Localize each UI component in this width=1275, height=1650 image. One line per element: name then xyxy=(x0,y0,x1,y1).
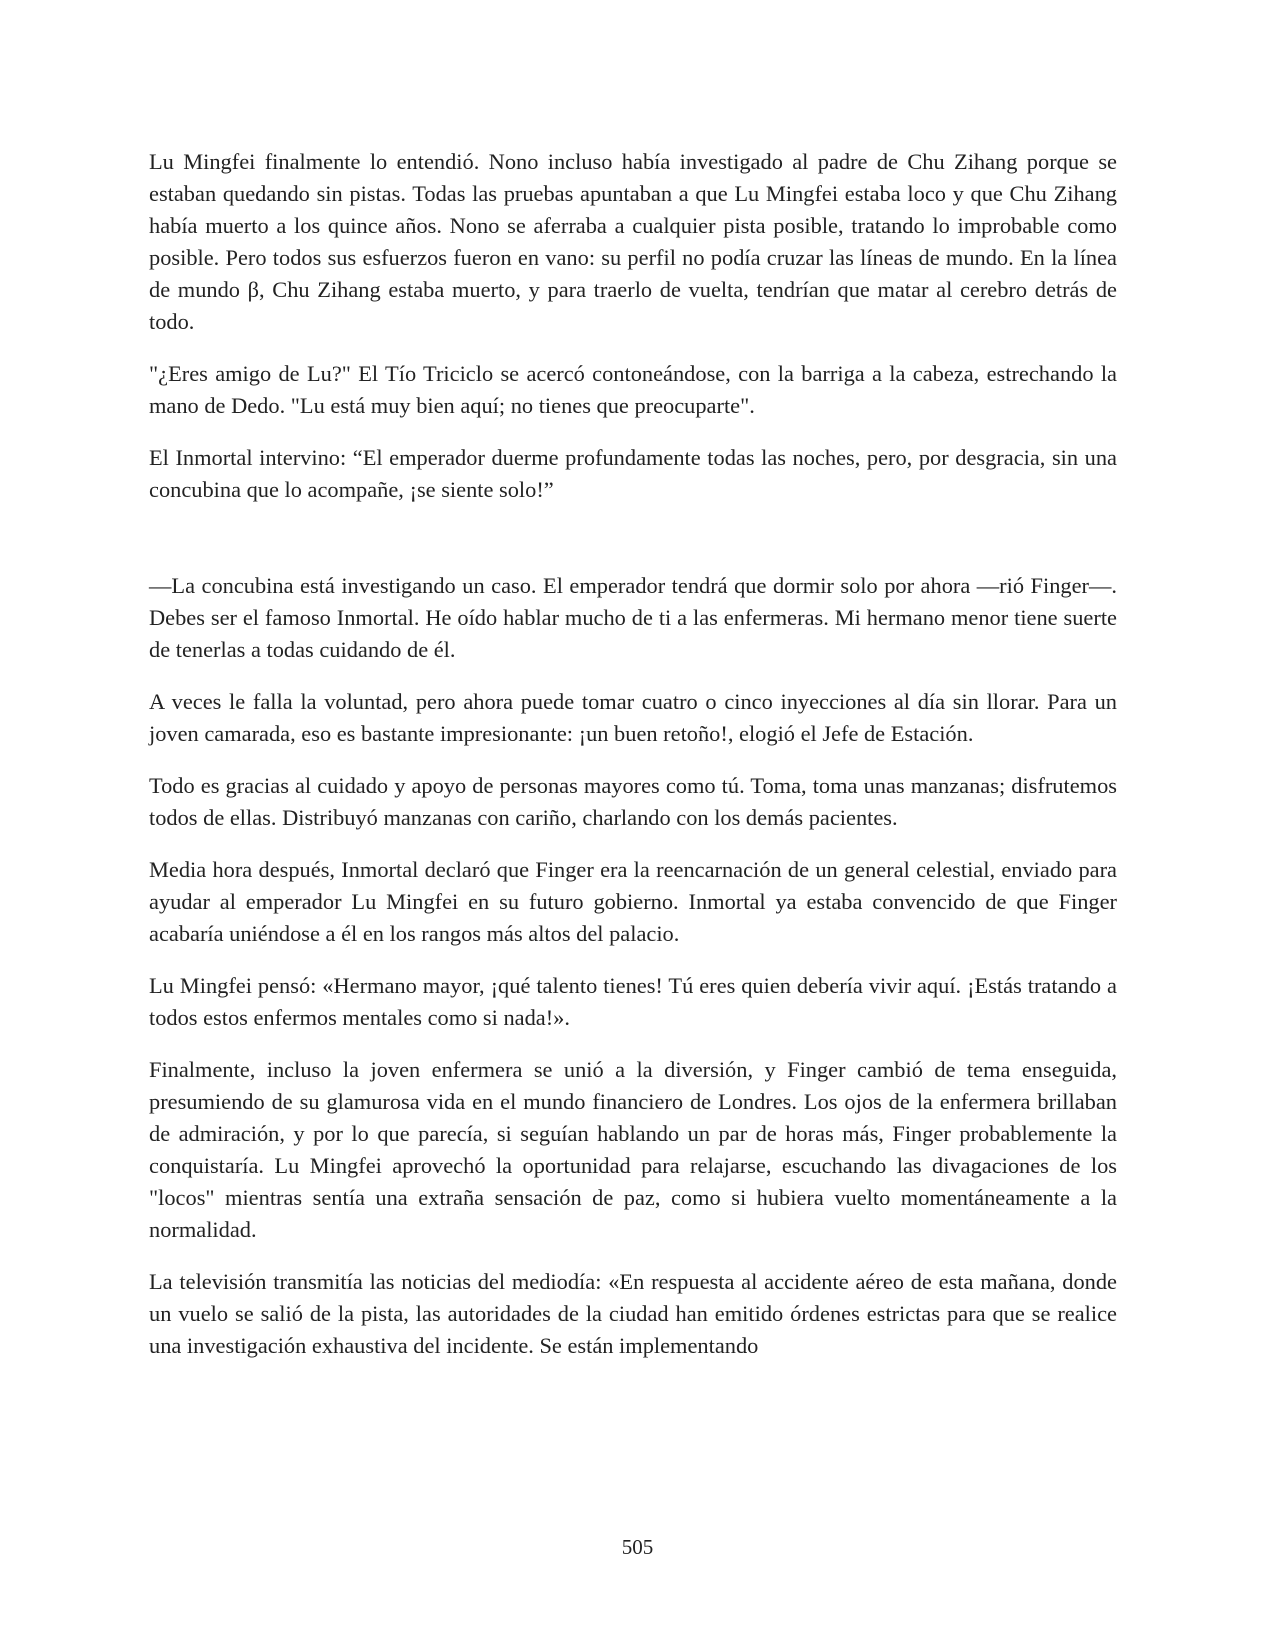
paragraph-6: Todo es gracias al cuidado y apoyo de personas mayores como tú. Toma, toma unas manzanas; disfrutemos todos de ellas. Distribuyó manzanas con cariño, charlando con los demás pacientes. xyxy=(149,773,1117,830)
page-number: 505 xyxy=(621,1535,654,1559)
paragraph-2: "¿Eres amigo de Lu?" El Tío Triciclo se acercó contoneándose, con la barriga a la cabeza, estrechando la mano de Dedo. "Lu está muy bien aquí; no tienes que preocuparte". xyxy=(149,361,1117,418)
paragraph-8: Lu Mingfei pensó: «Hermano mayor, ¡qué talento tienes! Tú eres quien debería vivir aquí. ¡Estás tratando a todos estos enfermos mentales como si nada!». xyxy=(149,973,1117,1030)
paragraph-4: —La concubina está investigando un caso. El emperador tendrá que dormir solo por ahora —rió Finger—. Debes ser el famoso Inmortal. He oído hablar mucho de ti a las enfermeras. Mi hermano menor tiene suerte de tenerlas a todas cuidando de él. xyxy=(149,573,1117,662)
paragraph-10: La televisión transmitía las noticias del mediodía: «En respuesta al accidente aéreo de esta mañana, donde un vuelo se salió de la pista, las autoridades de la ciudad han emitido órdenes estrictas para que se realice una investigación exhaustiva del incidente. Se están implementando xyxy=(149,1269,1117,1358)
paragraph-1: Lu Mingfei finalmente lo entendió. Nono incluso había investigado al padre de Chu Zihang porque se estaban quedando sin pistas. Todas las pruebas apuntaban a que Lu Mingfei estaba loco y que Chu Zihang había muerto a los quince años. Nono se aferraba a cualquier pista posible, tratando lo improbable como posible. Pero todos sus esfuerzos fueron en vano: su perfil no podía cruzar las líneas de mundo. En la línea de mundo β, Chu Zihang estaba muerto, y para traerlo de vuelta, tendrían que matar al cerebro detrás de todo. xyxy=(149,149,1117,334)
paragraph-3: El Inmortal intervino: “El emperador duerme profundamente todas las noches, pero, por desgracia, sin una concubina que lo acompañe, ¡se siente solo!” xyxy=(149,445,1117,502)
paragraph-9: Finalmente, incluso la joven enfermera se unió a la diversión, y Finger cambió de tema enseguida, presumiendo de su glamurosa vida en el mundo financiero de Londres. Los ojos de la enfermera brillaban de admiración, y por lo que parecía, si seguían hablando un par de horas más, Finger probablemente la conquistaría. Lu Mingfei aprovechó la oportunidad para relajarse, escuchando las divagaciones de los "locos" mientras sentía una extraña sensación de paz, como si hubiera vuelto momentáneamente a la normalidad. xyxy=(149,1057,1117,1242)
paragraph-7: Media hora después, Inmortal declaró que Finger era la reencarnación de un general celestial, enviado para ayudar al emperador Lu Mingfei en su futuro gobierno. Inmortal ya estaba convencido de que Finger acabaría uniéndose a él en los rangos más altos del palacio. xyxy=(149,857,1117,946)
page-body xyxy=(149,146,1117,1382)
paragraph-5: A veces le falla la voluntad, pero ahora puede tomar cuatro o cinco inyecciones al día sin llorar. Para un joven camarada, eso es bastante impresionante: ¡un buen retoño!, elogió el Jefe de Estación. xyxy=(149,689,1117,746)
